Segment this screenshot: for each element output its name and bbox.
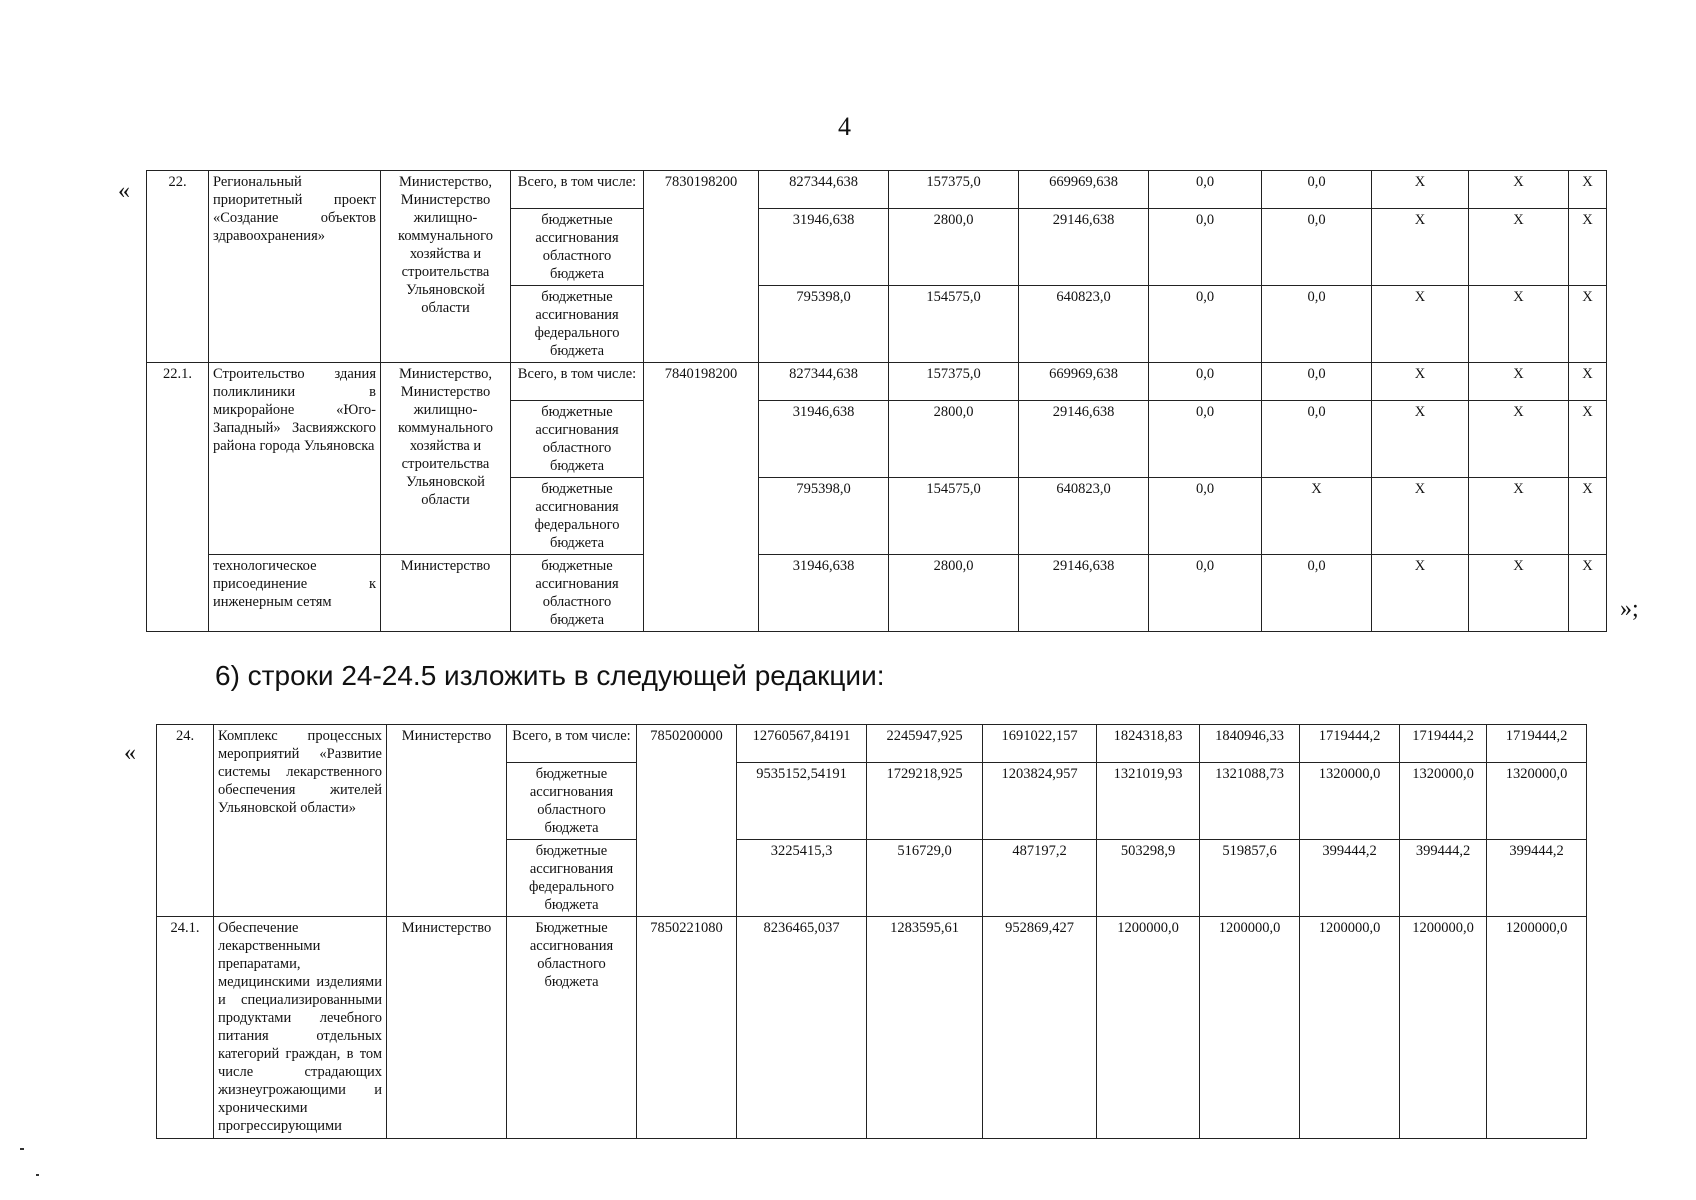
value-cell: X bbox=[1469, 171, 1569, 209]
funding-source: Всего, в том числе: bbox=[511, 171, 644, 209]
value-cell: 1719444,2 bbox=[1487, 725, 1587, 763]
value-cell: 2800,0 bbox=[889, 555, 1019, 632]
value-cell: X bbox=[1569, 363, 1607, 401]
value-cell: X bbox=[1469, 478, 1569, 555]
executor: Министерство bbox=[387, 725, 507, 917]
executor: Министерство bbox=[381, 555, 511, 632]
closing-quote: »; bbox=[1620, 596, 1639, 622]
funding-source: бюджетные ассигнования областного бюджета bbox=[511, 555, 644, 632]
value-cell: X bbox=[1569, 478, 1607, 555]
value-cell: 1200000,0 bbox=[1487, 917, 1587, 1139]
page-number: 4 bbox=[838, 112, 851, 141]
value-cell: 952869,427 bbox=[983, 917, 1097, 1139]
value-cell: X bbox=[1469, 401, 1569, 478]
value-cell: X bbox=[1569, 209, 1607, 286]
opening-quote: « bbox=[124, 740, 136, 766]
value-cell: 0,0 bbox=[1262, 171, 1372, 209]
budget-code: 7830198200 bbox=[644, 171, 759, 363]
value-cell: 1729218,925 bbox=[867, 763, 983, 840]
value-cell: X bbox=[1569, 401, 1607, 478]
value-cell: X bbox=[1469, 555, 1569, 632]
budget-table-1 bbox=[146, 170, 1607, 632]
funding-source: Всего, в том числе: bbox=[507, 725, 637, 763]
row-number: 22. bbox=[147, 171, 209, 363]
budget-code: 7850221080 bbox=[637, 917, 737, 1139]
value-cell: 1840946,33 bbox=[1200, 725, 1300, 763]
value-cell: 1719444,2 bbox=[1400, 725, 1487, 763]
value-cell: 1200000,0 bbox=[1097, 917, 1200, 1139]
value-cell: 154575,0 bbox=[889, 478, 1019, 555]
section-heading: 6) строки 24-24.5 изложить в следующей редакции: bbox=[215, 660, 885, 691]
value-cell: 9535152,54191 bbox=[737, 763, 867, 840]
project-name: Комплекс процессных мероприятий «Развитие системы лекарственного обеспечения жителей Ульяновской области» bbox=[214, 725, 387, 917]
value-cell: 519857,6 bbox=[1200, 840, 1300, 917]
value-cell: 399444,2 bbox=[1300, 840, 1400, 917]
funding-source: бюджетные ассигнования областного бюджета bbox=[511, 209, 644, 286]
value-cell: 827344,638 bbox=[759, 363, 889, 401]
value-cell: 640823,0 bbox=[1019, 478, 1149, 555]
funding-source: бюджетные ассигнования федерального бюджета bbox=[507, 840, 637, 917]
value-cell: 0,0 bbox=[1149, 363, 1262, 401]
value-cell: 827344,638 bbox=[759, 171, 889, 209]
value-cell: X bbox=[1372, 286, 1469, 363]
value-cell: 640823,0 bbox=[1019, 286, 1149, 363]
row-number: 22.1. bbox=[147, 363, 209, 632]
value-cell: 29146,638 bbox=[1019, 209, 1149, 286]
value-cell: 0,0 bbox=[1149, 209, 1262, 286]
funding-source: бюджетные ассигнования федерального бюджета bbox=[511, 478, 644, 555]
value-cell: 1200000,0 bbox=[1200, 917, 1300, 1139]
value-cell: 2800,0 bbox=[889, 209, 1019, 286]
value-cell: X bbox=[1372, 171, 1469, 209]
value-cell: 157375,0 bbox=[889, 171, 1019, 209]
value-cell: 1200000,0 bbox=[1400, 917, 1487, 1139]
funding-source: бюджетные ассигнования федерального бюджета bbox=[511, 286, 644, 363]
value-cell: X bbox=[1372, 363, 1469, 401]
value-cell: 0,0 bbox=[1262, 555, 1372, 632]
value-cell: 31946,638 bbox=[759, 401, 889, 478]
value-cell: 1203824,957 bbox=[983, 763, 1097, 840]
value-cell: 31946,638 bbox=[759, 555, 889, 632]
project-name: технологическое присоединение к инженерным сетям bbox=[209, 555, 381, 632]
scan-speck bbox=[20, 1148, 24, 1150]
funding-source: Бюджетные ассигнования областного бюджета bbox=[507, 917, 637, 1139]
value-cell: 2245947,925 bbox=[867, 725, 983, 763]
value-cell: X bbox=[1372, 555, 1469, 632]
value-cell: 487197,2 bbox=[983, 840, 1097, 917]
value-cell: 31946,638 bbox=[759, 209, 889, 286]
value-cell: 0,0 bbox=[1149, 478, 1262, 555]
value-cell: 1320000,0 bbox=[1400, 763, 1487, 840]
value-cell: X bbox=[1569, 171, 1607, 209]
value-cell: X bbox=[1569, 555, 1607, 632]
value-cell: 1320000,0 bbox=[1300, 763, 1400, 840]
value-cell: 669969,638 bbox=[1019, 363, 1149, 401]
scan-speck bbox=[36, 1174, 39, 1176]
executor: Министерство bbox=[387, 917, 507, 1139]
executor: Министерство, Министерство жилищно-коммунального хозяйства и строительства Ульяновской области bbox=[381, 171, 511, 363]
budget-code: 7840198200 bbox=[644, 363, 759, 632]
project-name: Обеспечение лекарственными препаратами, медицинскими изделиями и специализированными продуктами лечебного питания отдельных категорий граждан, в том числе страдающих жизнеугрожающими и хроническими прогрессирующими bbox=[214, 917, 387, 1139]
project-name: Строительство здания поликлиники в микрорайоне «Юго-Западный» Засвияжского района города Ульяновска bbox=[209, 363, 381, 555]
value-cell: 12760567,84191 bbox=[737, 725, 867, 763]
value-cell: 0,0 bbox=[1262, 363, 1372, 401]
value-cell: 1719444,2 bbox=[1300, 725, 1400, 763]
opening-quote: « bbox=[118, 178, 130, 204]
value-cell: X bbox=[1262, 478, 1372, 555]
value-cell: 0,0 bbox=[1262, 286, 1372, 363]
value-cell: 0,0 bbox=[1262, 401, 1372, 478]
value-cell: 0,0 bbox=[1149, 171, 1262, 209]
value-cell: 795398,0 bbox=[759, 478, 889, 555]
value-cell: 1321088,73 bbox=[1200, 763, 1300, 840]
value-cell: 2800,0 bbox=[889, 401, 1019, 478]
value-cell: 795398,0 bbox=[759, 286, 889, 363]
value-cell: 516729,0 bbox=[867, 840, 983, 917]
value-cell: 1321019,93 bbox=[1097, 763, 1200, 840]
value-cell: X bbox=[1372, 209, 1469, 286]
value-cell: X bbox=[1372, 401, 1469, 478]
budget-table-2 bbox=[156, 724, 1587, 1139]
project-name: Региональный приоритетный проект «Создание объектов здравоохранения» bbox=[209, 171, 381, 363]
value-cell: 503298,9 bbox=[1097, 840, 1200, 917]
value-cell: X bbox=[1569, 286, 1607, 363]
value-cell: X bbox=[1469, 286, 1569, 363]
funding-source: Всего, в том числе: bbox=[511, 363, 644, 401]
value-cell: 8236465,037 bbox=[737, 917, 867, 1139]
value-cell: X bbox=[1469, 363, 1569, 401]
value-cell: 154575,0 bbox=[889, 286, 1019, 363]
row-number: 24.1. bbox=[157, 917, 214, 1139]
row-number: 24. bbox=[157, 725, 214, 917]
value-cell: X bbox=[1469, 209, 1569, 286]
value-cell: 1824318,83 bbox=[1097, 725, 1200, 763]
value-cell: 669969,638 bbox=[1019, 171, 1149, 209]
value-cell: 1691022,157 bbox=[983, 725, 1097, 763]
funding-source: бюджетные ассигнования областного бюджета bbox=[507, 763, 637, 840]
value-cell: X bbox=[1372, 478, 1469, 555]
value-cell: 0,0 bbox=[1149, 401, 1262, 478]
value-cell: 3225415,3 bbox=[737, 840, 867, 917]
value-cell: 29146,638 bbox=[1019, 401, 1149, 478]
budget-code: 7850200000 bbox=[637, 725, 737, 917]
value-cell: 0,0 bbox=[1262, 209, 1372, 286]
value-cell: 157375,0 bbox=[889, 363, 1019, 401]
value-cell: 29146,638 bbox=[1019, 555, 1149, 632]
value-cell: 0,0 bbox=[1149, 286, 1262, 363]
value-cell: 1200000,0 bbox=[1300, 917, 1400, 1139]
value-cell: 399444,2 bbox=[1487, 840, 1587, 917]
value-cell: 0,0 bbox=[1149, 555, 1262, 632]
executor: Министерство, Министерство жилищно-коммунального хозяйства и строительства Ульяновской области bbox=[381, 363, 511, 555]
value-cell: 399444,2 bbox=[1400, 840, 1487, 917]
funding-source: бюджетные ассигнования областного бюджета bbox=[511, 401, 644, 478]
value-cell: 1283595,61 bbox=[867, 917, 983, 1139]
value-cell: 1320000,0 bbox=[1487, 763, 1587, 840]
